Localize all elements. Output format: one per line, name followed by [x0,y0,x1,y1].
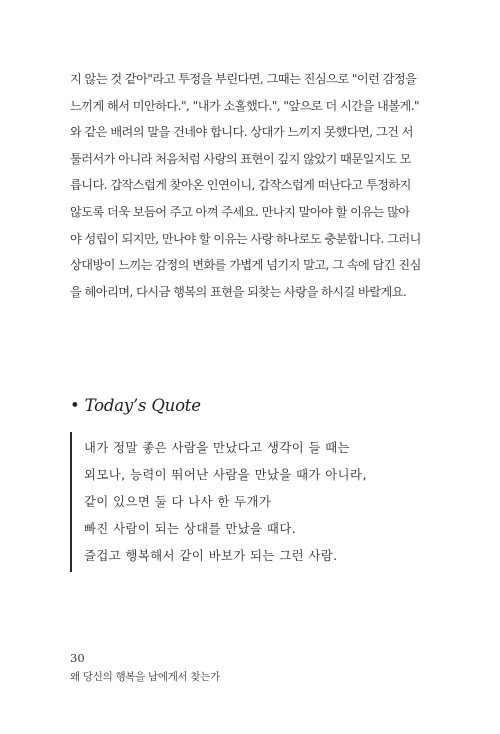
quote-line: 같이 있으면 둘 다 나사 한 두개가 [84,495,272,509]
body-line: 와 같은 배려의 말을 건네야 합니다. 상대가 느끼지 못했다면, 그건 서 [70,125,413,140]
body-line: 툴러서가 아니라 처음처럼 사랑의 표현이 깊지 않았기 때문일지도 모 [70,151,411,166]
quote-line: 외모나, 능력이 뛰어난 사람을 만났을 때가 아니라, [84,468,367,482]
body-paragraph [70,66,440,305]
quote-line: 빠진 사람이 되는 상대를 만났을 때다. [84,522,297,536]
quote-line: 즐겁고 행복해서 같이 바보가 되는 그런 사람. [84,549,338,563]
body-line: 을 헤아리며, 다시금 행복의 표현을 되찾는 사랑을 하시길 바랄게요. [70,284,407,299]
quote-block [70,432,450,572]
body-line: 릅니다. 갑작스럽게 찾아온 인연이니, 갑작스럽게 떠난다고 투정하지 [70,178,411,193]
body-line: 지 않는 것 같아"라고 투정을 부린다면, 그때는 진심으로 "이런 감정을 [70,72,417,86]
body-line: 느끼게 해서 미안하다.", "내가 소홀했다.", "앞으로 더 시간을 내볼게." [70,98,420,113]
body-line: 야 성립이 되지만, 만나야 할 이유는 사랑 하나로도 충분합니다. 그러니 [70,231,421,246]
body-line: 않도록 더욱 보듬어 주고 아껴 주세요. 만나지 말아야 할 이유는 많아 [70,204,410,219]
body-line: 상대방이 느끼는 감정의 변화를 가볍게 넘기지 말고, 그 속에 담긴 진심 [70,258,421,273]
quote-line: 내가 정말 좋은 사람을 만났다고 생각이 들 때는 [84,441,351,455]
running-footer-title: 왜 당신의 행복을 남에게서 찾는가 [70,671,220,683]
quote-heading: • Today’s Quote [70,396,201,415]
page-number: 30 [70,651,85,665]
